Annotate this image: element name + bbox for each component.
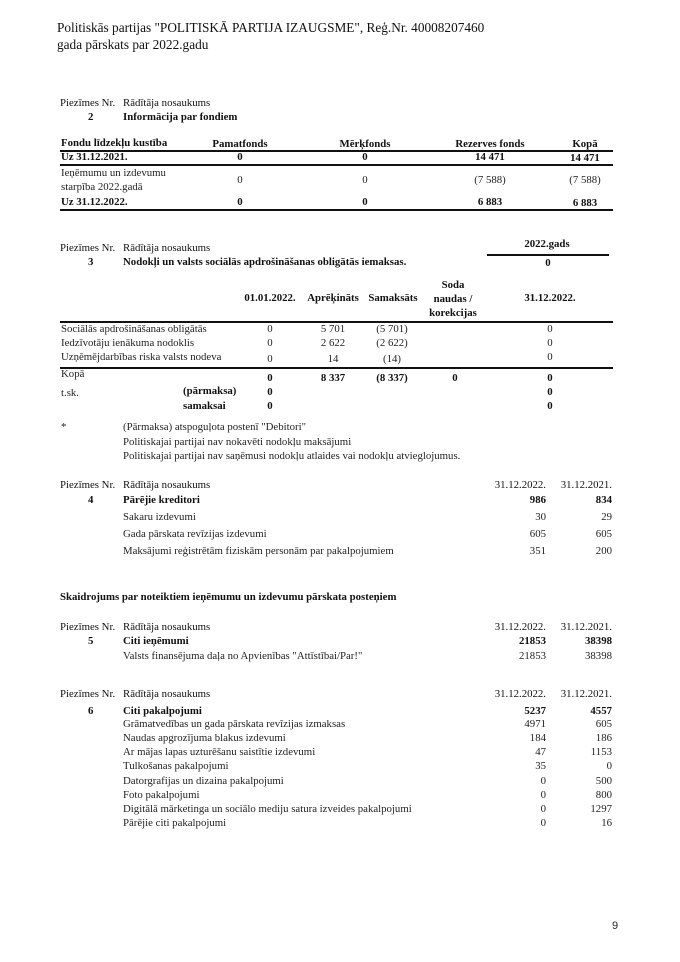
row-label-line2: starpība 2022.gadā (61, 181, 143, 193)
line-item-label: Valsts finansējuma daļa no Apvienības "Attīstībai/Par!" (123, 650, 363, 662)
value-previous: 605 (595, 718, 612, 730)
total-current: 986 (529, 494, 546, 506)
tax-row-label: Uzņēmējdarbības riska valsts nodeva (61, 351, 222, 363)
note-6-title: Citi pakalpojumi (123, 705, 202, 717)
cell-value: (5 701) (376, 323, 408, 335)
line-item-label: Datorgrafijas un dizaina pakalpojumi (123, 775, 284, 787)
value-current: 4971 (524, 718, 546, 730)
total-current: 5237 (524, 705, 546, 717)
indicator-name-label: Rādītāja nosaukums (123, 242, 211, 254)
col-header-calculated: Aprēķināts (307, 292, 359, 304)
cell-value: 0 (547, 351, 553, 363)
total-current: 21853 (519, 635, 546, 647)
year-header: 2022.gads (524, 238, 570, 250)
note-2-title: Informācija par fondiem (123, 111, 238, 123)
value-previous: 1297 (590, 803, 612, 815)
col-header-total: Kopā (572, 138, 598, 150)
page-number: 9 (612, 920, 619, 932)
cell-value: 6 883 (477, 196, 503, 208)
cell-value: 0 (547, 323, 553, 335)
line-item-label: Pārējie citi pakalpojumi (123, 817, 227, 829)
cell-value: 0 (267, 337, 273, 349)
value-previous: 200 (595, 545, 612, 557)
note-5-number: 5 (88, 635, 94, 647)
value-current: 21853 (519, 650, 546, 662)
total-value: 0 (452, 372, 458, 384)
col-header-penalties-l1: Soda (441, 279, 465, 291)
note-4-title: Pārējie kreditori (123, 494, 200, 506)
total-value: 0 (547, 372, 553, 384)
line-item-label: Foto pakalpojumi (123, 789, 200, 801)
period-header-current: 31.12.2022. (494, 621, 546, 633)
indicator-name-label: Rādītāja nosaukums (123, 688, 211, 700)
footnote-mark: * (61, 421, 67, 433)
value-current: 184 (529, 732, 546, 744)
total-value: 0 (267, 372, 273, 384)
overpay-label: (pārmaksa) (183, 385, 237, 397)
col-header-fund-movement: Fondu līdzekļu kustība (61, 137, 168, 149)
period-header-current: 31.12.2022. (494, 479, 546, 491)
line-item-label: Sakaru izdevumi (123, 511, 196, 523)
value-previous: 605 (595, 528, 612, 540)
value-previous: 0 (606, 760, 612, 772)
value-current: 30 (535, 511, 546, 523)
cell-value: 0 (237, 196, 243, 208)
total-value: 8 337 (320, 372, 346, 384)
col-header-reserve-fund: Rezerves fonds (455, 138, 525, 150)
cell-value: 6 883 (572, 197, 598, 209)
row-label: Uz 31.12.2021. (61, 151, 128, 163)
value-current: 35 (535, 760, 546, 772)
cell-value: 2 622 (320, 337, 346, 349)
note-number-label: Piezīmes Nr. (60, 621, 116, 633)
total-value: (8 337) (376, 372, 408, 384)
line-item-label: Gada pārskata revīzijas izdevumi (123, 528, 267, 540)
line-item-label: Maksājumi reģistrētām fiziskām personām par pakalpojumiem (123, 545, 394, 557)
col-header-opening: 01.01.2022. (244, 292, 296, 304)
note-number-label: Piezīmes Nr. (60, 479, 116, 491)
cell-value: 0 (362, 151, 368, 163)
total-label: Kopā (61, 368, 85, 380)
period-header-previous: 31.12.2021. (560, 688, 612, 700)
indicator-name-label: Rādītāja nosaukums (123, 479, 211, 491)
value-previous: 800 (595, 789, 612, 801)
period-header-previous: 31.12.2021. (560, 621, 612, 633)
period-header-current: 31.12.2022. (494, 688, 546, 700)
payable-value: 0 (547, 400, 553, 412)
col-header-closing: 31.12.2022. (524, 292, 576, 304)
incl-label: t.sk. (61, 387, 79, 399)
value-current: 0 (540, 817, 546, 829)
col-header-target-fund: Mērķfonds (339, 138, 391, 150)
cell-value: (14) (383, 353, 401, 365)
note-number-label: Piezīmes Nr. (60, 242, 116, 254)
cell-value: 5 701 (320, 323, 346, 335)
value-previous: 186 (595, 732, 612, 744)
footnote-line: (Pārmaksa) atspoguļota postenī "Debitori" (123, 421, 307, 433)
total-previous: 4557 (590, 705, 612, 717)
line-item-label: Digitālā mārketinga un sociālo mediju satura izveides pakalpojumi (123, 803, 412, 815)
year-value: 0 (545, 257, 551, 269)
overpay-value: 0 (267, 386, 273, 398)
col-header-penalties-l3: korekcijas (429, 307, 477, 319)
payable-value: 0 (267, 400, 273, 412)
note-4-number: 4 (88, 494, 94, 506)
indicator-name-label: Rādītāja nosaukums (123, 621, 211, 633)
cell-value: 0 (267, 353, 273, 365)
footnote-line: Politiskajai partijai nav nokavēti nodokļu maksājumi (123, 436, 352, 448)
value-current: 0 (540, 803, 546, 815)
value-previous: 29 (601, 511, 612, 523)
col-header-paid: Samaksāts (368, 292, 418, 304)
value-previous: 1153 (590, 746, 612, 758)
tax-row-label: Iedzīvotāju ienākuma nodoklis (61, 337, 195, 349)
payable-label: samaksai (183, 400, 226, 412)
section-title: Skaidrojums par noteiktiem ieņēmumu un izdevumu pārskata posteņiem (60, 591, 397, 603)
total-previous: 38398 (585, 635, 612, 647)
tax-row-label: Sociālās apdrošināšanas obligātās (61, 323, 207, 335)
value-current: 0 (540, 775, 546, 787)
cell-value: 14 (327, 353, 339, 365)
cell-value: 0 (362, 174, 368, 186)
value-current: 47 (535, 746, 546, 758)
report-header-subtitle: gada pārskats par 2022.gadu (57, 37, 209, 52)
period-header-previous: 31.12.2021. (560, 479, 612, 491)
row-rule (60, 164, 613, 166)
row-label: Uz 31.12.2022. (61, 196, 128, 208)
note-6-number: 6 (88, 705, 94, 717)
cell-value: 0 (237, 174, 243, 186)
value-current: 351 (529, 545, 546, 557)
cell-value: 0 (267, 323, 273, 335)
value-current: 605 (529, 528, 546, 540)
col-header-core-fund: Pamatfonds (212, 138, 268, 150)
line-item-label: Tulkošanas pakalpojumi (123, 760, 229, 772)
cell-value: (7 588) (474, 174, 506, 186)
indicator-name-label: Rādītāja nosaukums (123, 97, 211, 109)
cell-value: 14 471 (475, 151, 505, 163)
cell-value: (2 622) (376, 337, 408, 349)
total-rule (60, 367, 613, 369)
cell-value: 0 (362, 196, 368, 208)
overpay-value: 0 (547, 386, 553, 398)
line-item-label: Grāmatvedības un gada pārskata revīzijas izmaksas (123, 718, 346, 730)
bottom-rule (60, 209, 613, 211)
value-previous: 16 (601, 817, 612, 829)
footnote-line: Politiskajai partijai nav saņēmusi nodokļu atlaides vai nodokļu atvieglojumus. (123, 450, 461, 462)
value-previous: 500 (595, 775, 612, 787)
note-5-title: Citi ieņēmumi (123, 635, 189, 647)
value-current: 0 (540, 789, 546, 801)
report-header-title: Politiskās partijas "POLITISKĀ PARTIJA IZAUGSME", Reģ.Nr. 40008207460 (57, 20, 485, 35)
line-item-label: Ar mājas lapas uzturēšanu saistītie izdevumi (123, 746, 316, 758)
row-label-line1: Ieņēmumu un izdevumu (61, 167, 166, 179)
note-number-label: Piezīmes Nr. (60, 97, 116, 109)
note-3-title: Nodokļi un valsts sociālās apdrošināšanas obligātās iemaksas. (123, 256, 407, 268)
value-previous: 38398 (585, 650, 612, 662)
cell-value: 0 (237, 151, 243, 163)
note-number-label: Piezīmes Nr. (60, 688, 116, 700)
year-header-rule (487, 254, 609, 256)
cell-value: 14 471 (570, 152, 600, 164)
line-item-label: Naudas apgrozījuma blakus izdevumi (123, 732, 286, 744)
note-3-number: 3 (88, 256, 94, 268)
total-previous: 834 (595, 494, 612, 506)
note-2-number: 2 (88, 111, 94, 123)
cell-value: (7 588) (569, 174, 601, 186)
col-header-penalties-l2: naudas / (433, 293, 473, 305)
cell-value: 0 (547, 337, 553, 349)
